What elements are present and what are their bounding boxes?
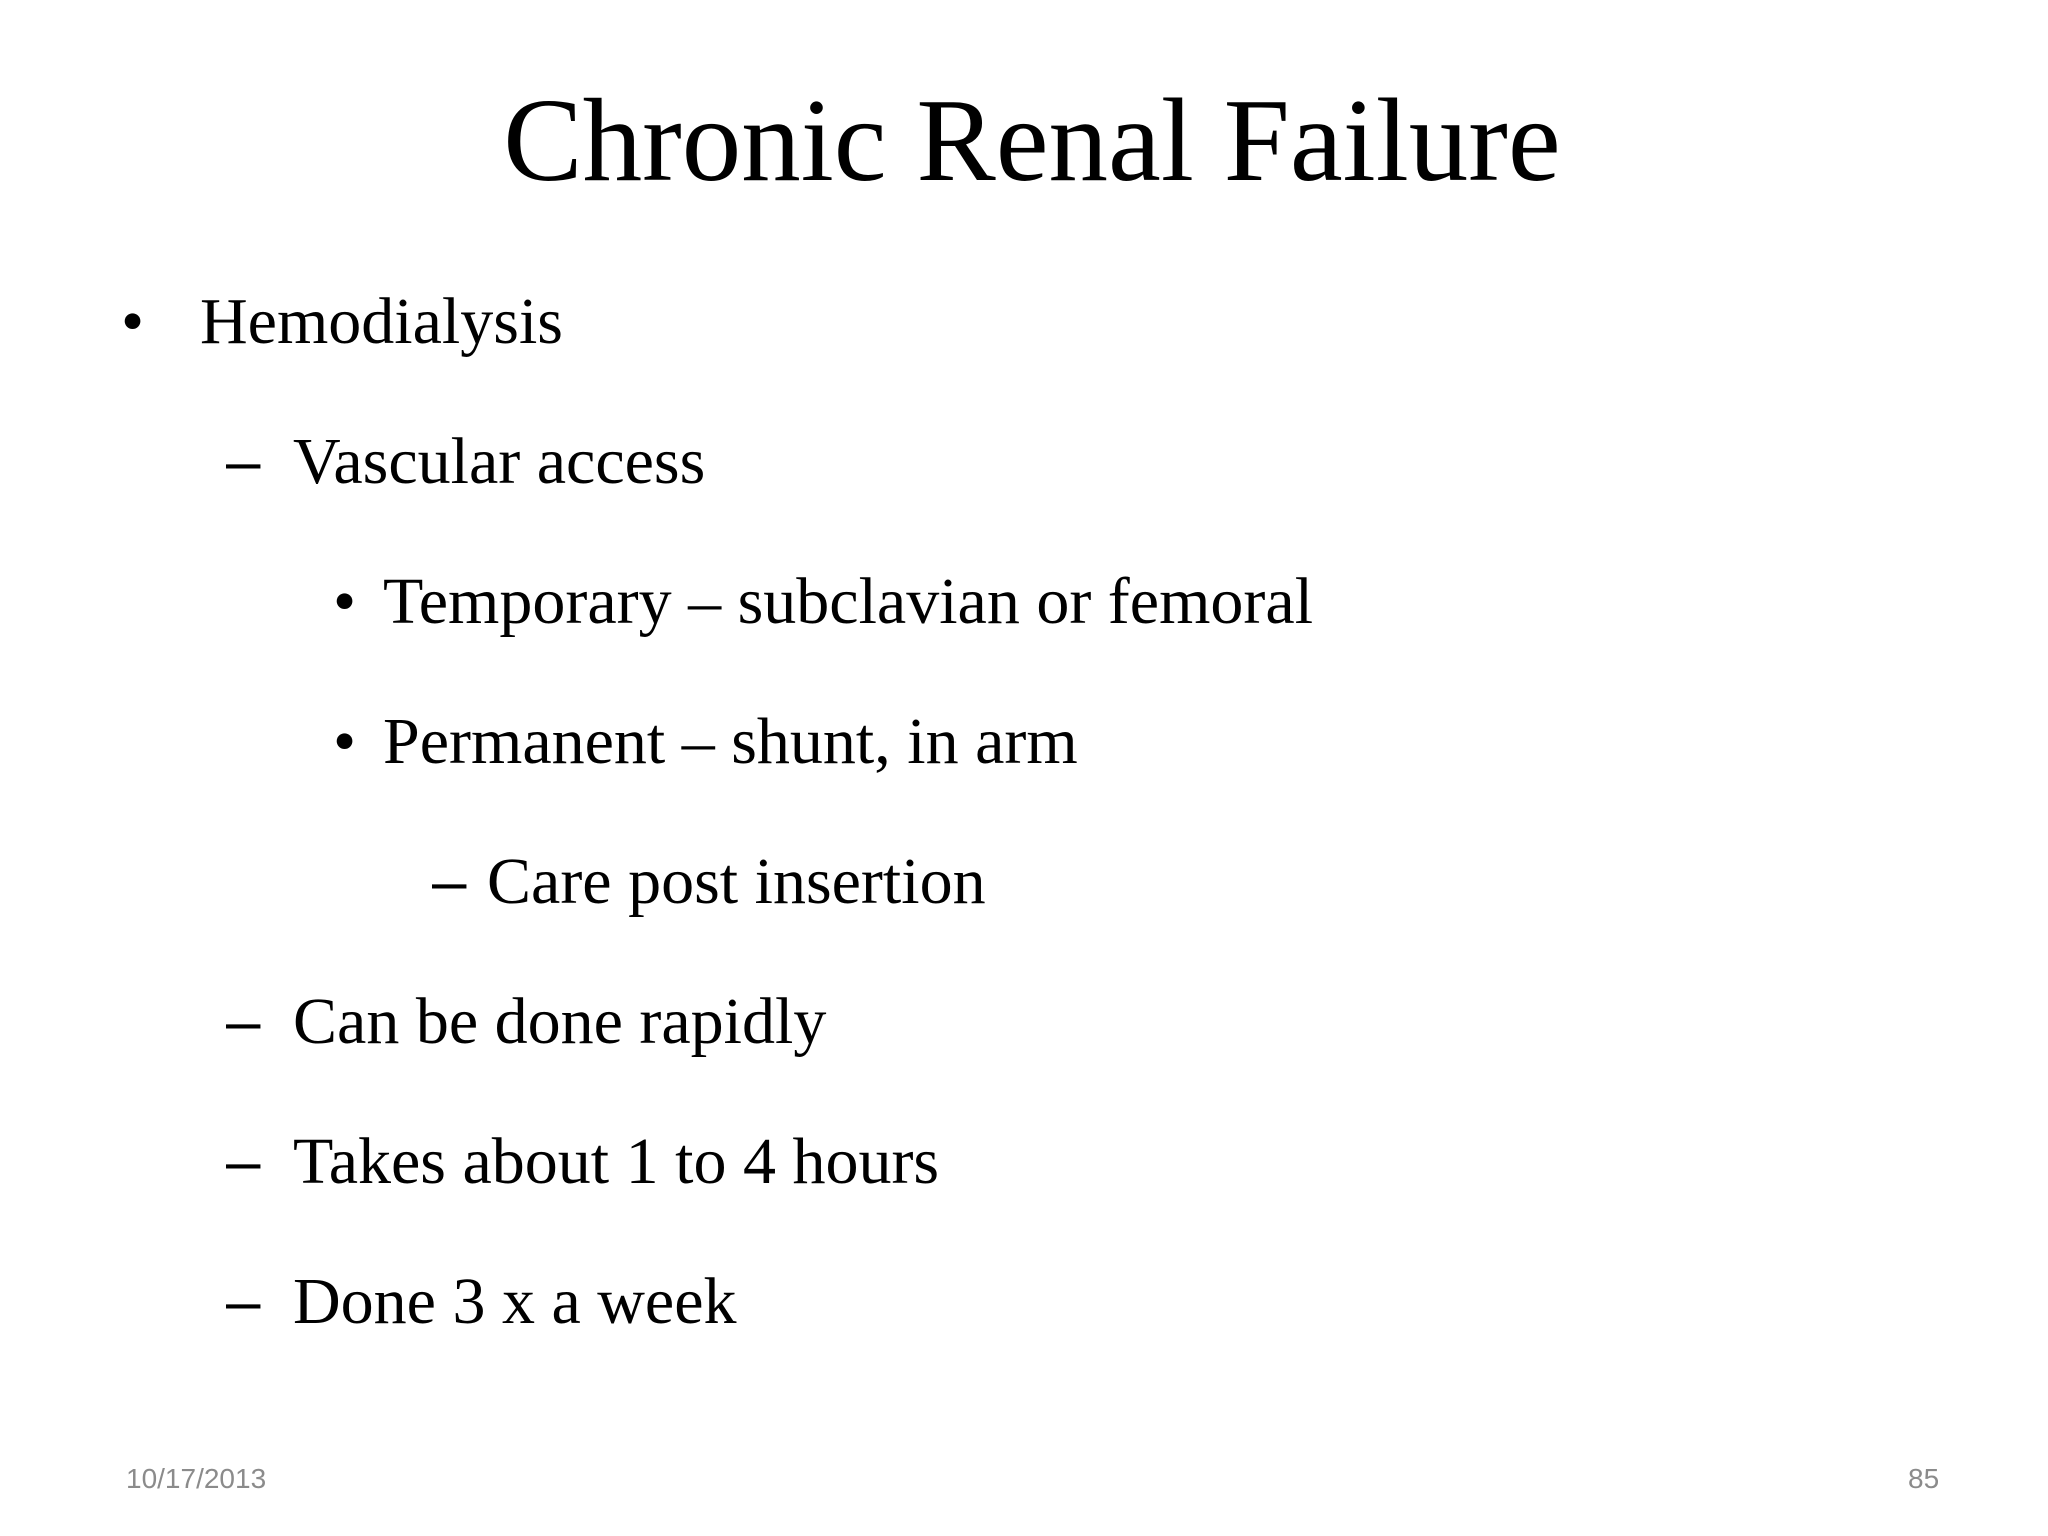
footer-date: 10/17/2013 [126,1463,267,1494]
dash-marker: – [432,847,467,916]
bullet-text: Takes about 1 to 4 hours [293,1125,940,1198]
bullet-done-weekly [226,1262,737,1342]
bullet-marker: • [333,705,357,778]
slide-title: Chronic Renal Failure [503,74,1561,206]
dash-marker: – [226,1267,261,1336]
bullet-text: Care post insertion [487,845,986,918]
bullet-text: Vascular access [293,425,706,498]
bullet-marker: • [333,565,357,638]
bullet-done-rapidly [226,982,827,1062]
bullet-temporary [333,562,1314,642]
footer-page-number: 85 [1908,1463,1940,1494]
bullet-takes-hours [226,1122,940,1202]
bullet-text: Done 3 x a week [293,1265,737,1338]
bullet-permanent [333,702,1078,782]
bullet-vascular-access [226,422,706,502]
bullet-text: Hemodialysis [200,285,563,358]
dash-marker: – [226,1127,261,1196]
bullet-marker: • [121,285,145,358]
bullet-text: Permanent – shunt, in arm [383,705,1078,778]
bullet-text: Can be done rapidly [293,985,827,1058]
bullet-text: Temporary – subclavian or femoral [383,565,1314,638]
bullet-care-post-insertion [432,842,986,922]
dash-marker: – [226,987,261,1056]
dash-marker: – [226,427,261,496]
bullet-hemodialysis [121,282,563,362]
